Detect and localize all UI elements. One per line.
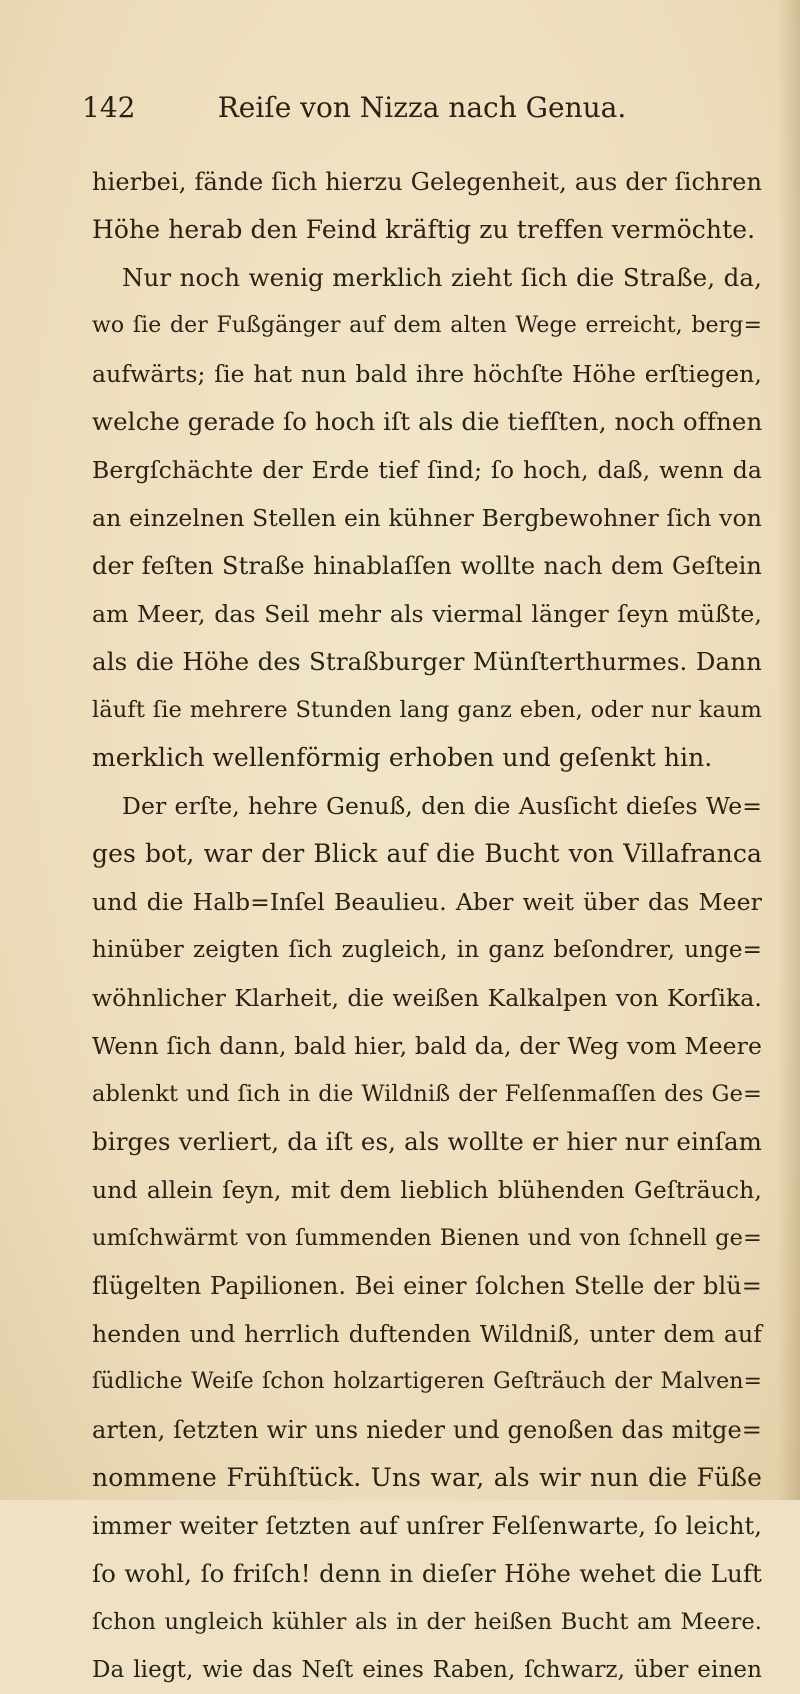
text-line: ſchon ungleich kühler als in der heißen Bucht am Meere. <box>92 1609 762 1635</box>
text-line: und allein ſeyn, mit dem lieblich blühenden Geſträuch, <box>92 1176 762 1204</box>
page-number: 142 <box>82 91 136 124</box>
text-line: merklich wellenförmig erhoben und geſenkt hin. <box>92 743 713 772</box>
text-line: ablenkt und ſich in die Wildniß der Felſenmaſſen des Ge= <box>92 1081 762 1107</box>
text-line: ſüdliche Weiſe ſchon holzartigeren Geſträuch der Malven= <box>92 1369 762 1394</box>
text-line: henden und herrlich duftenden Wildniß, unter dem auf <box>92 1320 762 1348</box>
text-line: umſchwärmt von ſummenden Bienen und von ſchnell ge= <box>92 1225 762 1251</box>
text-line: an einzelnen Stellen ein kühner Bergbewohner ſich von <box>92 504 762 532</box>
text-line: wo ſie der Fußgänger auf dem alten Wege erreicht, berg= <box>92 313 762 338</box>
text-line: wöhnlicher Klarheit, die weißen Kalkalpen von Korſika. <box>92 984 762 1012</box>
text-line: flügelten Papilionen. Bei einer ſolchen Stelle der blü= <box>92 1272 762 1300</box>
text-line: ſo wohl, ſo friſch! denn in dieſer Höhe wehet die Luft <box>92 1559 762 1588</box>
body-text <box>92 158 762 1694</box>
text-line: als die Höhe des Straßburger Münſterthurmes. Dann <box>92 647 762 676</box>
text-line: Höhe herab den Feind kräftig zu treffen vermöchte. <box>92 215 756 244</box>
text-line: arten, ſetzten wir uns nieder und genoßen das mitge= <box>92 1416 762 1444</box>
text-line: Nur noch wenig merklich zieht ſich die Straße, da, <box>122 263 762 292</box>
text-line: der feſten Straße hinablaſſen wollte nach dem Geſtein <box>92 552 762 580</box>
text-line: und die Halb=Inſel Beaulieu. Aber weit über das Meer <box>92 888 762 916</box>
text-line: immer weiter ſetzten auf unſrer Felſenwarte, ſo leicht, <box>92 1512 762 1540</box>
text-line: Bergſchächte der Erde tief ſind; ſo hoch, daß, wenn da <box>92 456 762 484</box>
text-line: am Meer, das Seil mehr als viermal länger ſeyn müßte, <box>92 600 762 628</box>
text-line: birges verliert, da iſt es, als wollte er hier nur einſam <box>92 1127 762 1156</box>
text-line: Wenn ſich dann, bald hier, bald da, der Weg vom Meere <box>92 1032 762 1060</box>
text-line: Da liegt, wie das Neſt eines Raben, ſchwarz, über einen <box>92 1657 762 1683</box>
text-line: Der erſte, hehre Genuß, den die Ausſicht dieſes We= <box>122 792 762 820</box>
text-line: ges bot, war der Blick auf die Bucht von Villafranca <box>92 839 762 868</box>
page-edge-shadow <box>778 0 800 1500</box>
text-line: hinüber zeigten ſich zugleich, in ganz beſondrer, unge= <box>92 937 762 963</box>
page-header <box>82 88 722 128</box>
running-title: Reiſe von Nizza nach Genua. <box>217 91 627 124</box>
text-line: nommene Frühſtück. Uns war, als wir nun die Füße <box>92 1463 762 1492</box>
text-line: hierbei, fände ſich hierzu Gelegenheit, aus der ſichren <box>92 168 762 196</box>
text-line: aufwärts; ſie hat nun bald ihre höchſte Höhe erſtiegen, <box>92 360 762 388</box>
text-line: welche gerade ſo hoch iſt als die tiefſten, noch offnen <box>92 407 763 436</box>
text-line: läuft ſie mehrere Stunden lang ganz eben, oder nur kaum <box>92 697 762 723</box>
